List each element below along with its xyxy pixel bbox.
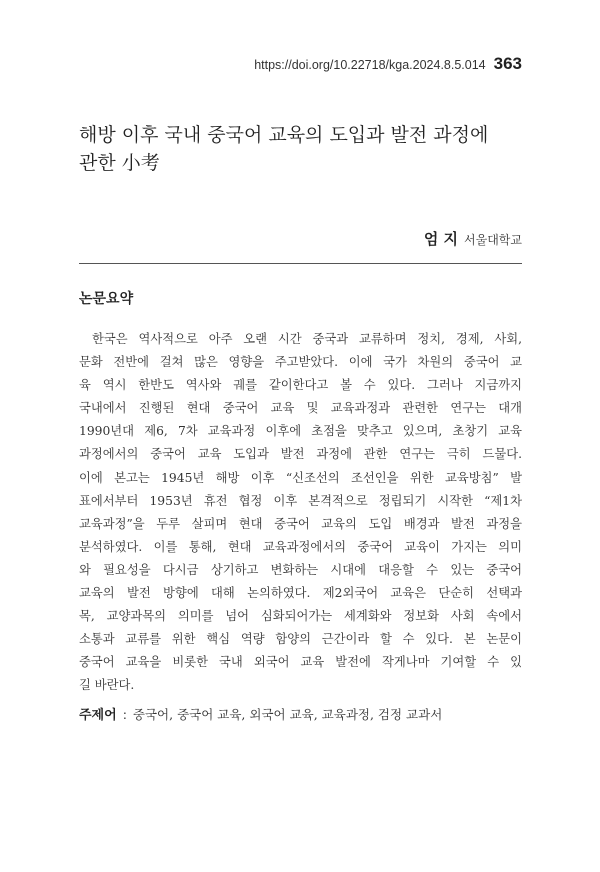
abstract-line: 목, 교양과목의 의미를 넘어 심화되어가는 세계화와 정보화 사회 속에서 — [79, 609, 522, 624]
abstract-heading: 논문요약 — [79, 291, 134, 307]
abstract-line: 이에 본고는 1945년 해방 이후 “신조선의 조선인을 위한 교육방침” 발 — [79, 470, 522, 485]
abstract-line: 와 필요성을 다시금 상기하고 변화하는 시대에 대응할 수 있는 중국어 — [79, 562, 522, 577]
author-affiliation: 서울대학교 — [464, 233, 522, 247]
paper-title-line: 관한 小考 — [79, 152, 160, 174]
page-number: 363 — [493, 54, 522, 73]
abstract-line: 문화 전반에 걸쳐 많은 영향을 주고받았다. 이에 국가 차원의 중국어 교 — [79, 355, 522, 370]
paper-title — [79, 121, 529, 177]
abstract-line: 분석하였다. 이를 통해, 현대 교육과정에서의 중국어 교육이 가지는 의미 — [79, 539, 522, 554]
abstract-line: 소통과 교류를 위한 핵심 역량 함양의 근간이라 할 수 있다. 본 논문이 — [79, 632, 522, 647]
abstract-line: 교육의 발전 방향에 대해 논의하였다. 제2외국어 교육은 단순히 선택과 — [79, 586, 522, 601]
abstract-line: 길 바란다. — [79, 678, 135, 693]
abstract-line: 과정에서의 중국어 교육 도입과 발전 과정에 관한 연구는 극히 드물다. — [79, 447, 522, 462]
abstract-line: 중국어 교육을 비롯한 국내 외국어 교육 발전에 작게나마 기여할 수 있 — [79, 655, 522, 670]
abstract-line: 1990년대 제6, 7차 교육과정 이후에 초점을 맞추고 있으며, 초창기 교육 — [79, 424, 522, 439]
section-divider — [79, 263, 522, 264]
abstract-body — [79, 328, 522, 698]
keywords-separator: : — [122, 707, 127, 722]
keywords-value: 중국어, 중국어 교육, 외국어 교육, 교육과정, 검정 교과서 — [132, 707, 443, 722]
keywords-label: 주제어 — [79, 708, 117, 723]
doi-link[interactable]: https://doi.org/10.22718/kga.2024.8.5.014 — [254, 58, 486, 72]
keywords-line — [79, 704, 442, 723]
abstract-line: 교육과정”을 두루 살피며 현대 중국어 교육의 도입 배경과 발전 과정을 — [79, 516, 522, 531]
abstract-line: 육 역시 한반도 역사와 궤를 같이한다고 볼 수 있다. 그러나 지금까지 — [79, 378, 522, 393]
paper-title-line: 해방 이후 국내 중국어 교육의 도입과 발전 과정에 — [79, 124, 489, 146]
abstract-line: 한국은 역사적으로 아주 오랜 시간 중국과 교류하며 정치, 경제, 사회, — [92, 332, 522, 346]
abstract-line: 국내에서 진행된 현대 중국어 교육 및 교육과정과 관련한 연구는 대개 — [79, 401, 522, 416]
author-name: 엄 지 — [423, 230, 459, 248]
abstract-line: 표에서부터 1953년 휴전 협정 이후 본격적으로 정립되기 시작한 “제1차 — [79, 493, 522, 508]
page-header — [254, 54, 522, 74]
author-block — [424, 228, 522, 249]
